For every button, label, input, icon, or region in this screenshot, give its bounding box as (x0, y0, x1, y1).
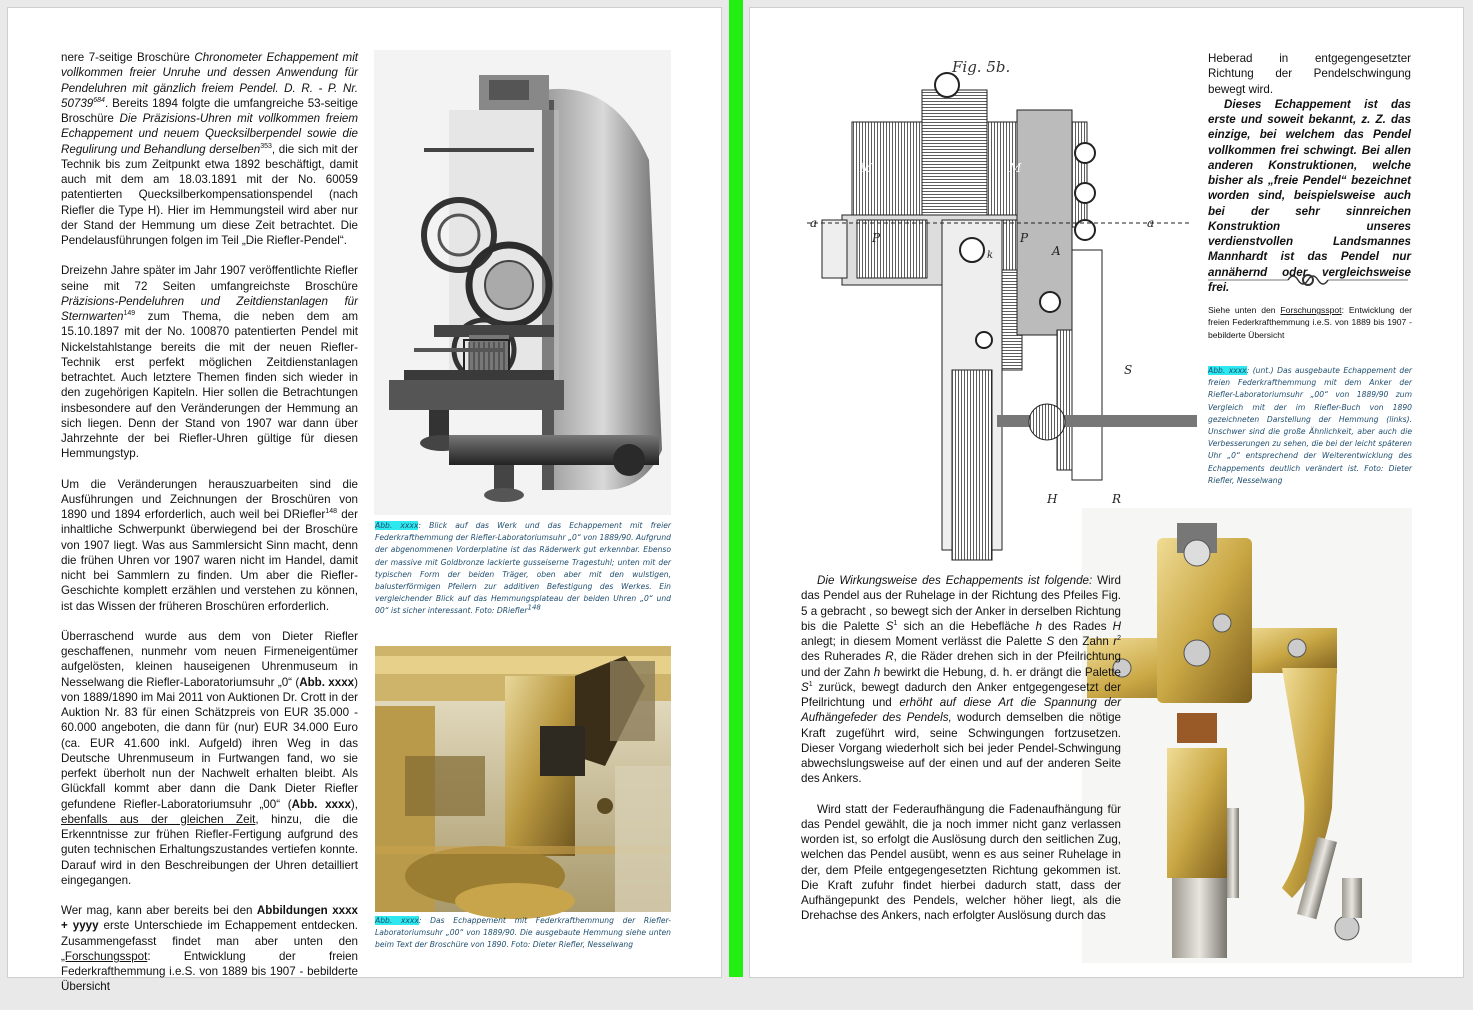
text-segment: . (104, 96, 109, 110)
text-segment: Dreizehn Jahre später im Jahr 1907 veröffentlichte Riefler seine mit 72 Seiten umfangreichste Broschüre (61, 264, 358, 293)
research-spot-link[interactable]: Forschungsspot (1280, 305, 1342, 315)
text-segment: zurück, bewegt dadurch den Anker entgegengesetzt der Pfeilrichtung und (801, 680, 1121, 709)
paragraph (61, 477, 358, 614)
text-segment: H (1112, 619, 1121, 633)
text-segment: Wird das Pendel aus der Ruhelage in der Richtung des Pfeiles Fig. 5 a gebracht , so bewegt sich der Anker in derselben Richtung bis die Palette (801, 574, 1121, 633)
caption-text: : (unt.) Das ausgebaute Echappement der freien Federkrafthemmung mit dem Anker der Riefler-Laboratoriumsuhr „00“ von 1889/90 zum Vergleich mit der im Riefler-Buch von 1890 gezeichneten Darstellung der Hemmung (links). Unschwer sind die große Ähnlichkeit, aber auch die Verbesserungen zu sehen, die bei der leicht späteren Uhr „0“ entsprechend der Weiterentwicklung des Echappements deutlich verändert ist. Foto: Dieter Riefler, Nesselwang (1208, 366, 1412, 485)
text-segment: h (873, 665, 881, 679)
paragraph (61, 50, 358, 248)
text-segment: 353 (260, 142, 272, 150)
text-segment: erhöht auf diese Art die Spannung der Aufhängefeder des Pendels, (801, 696, 1121, 725)
paragraph (61, 629, 358, 888)
figure-label-r: R (1112, 492, 1122, 506)
escapement-photo (375, 646, 671, 912)
text-segment: S (1046, 635, 1055, 648)
text-segment: 1 (808, 680, 813, 688)
figure-label-a2: a (1147, 216, 1155, 230)
right-side-column (1208, 51, 1411, 295)
side-note (1208, 304, 1412, 341)
text-segment: des Rades (1042, 619, 1113, 633)
text-segment: des Ruherades (801, 650, 886, 664)
text-segment: S (801, 680, 809, 694)
paragraph (61, 903, 358, 995)
side-note-suffix: : Entwicklung der freien Federkrafthemmung i.e.S. von 1889 bis 1907 - bebilderte Übersicht (1208, 305, 1412, 340)
text-segment: anlegt; in diesem Moment verlässt die Palette (801, 635, 1047, 648)
left-page (8, 8, 721, 994)
figure-label-h: H (1047, 492, 1058, 506)
ornament-divider (1208, 270, 1408, 290)
figure-label-s: S (1124, 363, 1133, 377)
text-segment: nere 7-seitige Broschüre (61, 51, 195, 64)
clock-movement-photo (374, 50, 671, 515)
text-segment: Abb. xxxx (291, 797, 351, 811)
left-text-column (61, 50, 358, 1010)
figure-label-p1: P (872, 231, 881, 245)
text-segment: ebenfalls aus der gleichen Zeit (61, 812, 256, 826)
caption-figure-label: Abb. xxxx (1208, 366, 1247, 375)
text-segment: , hinzu, die die Erkenntnisse zur frühen Riefler-Fertigung aufgrund des guten technischen Erhaltungszustandes vertiefen konnte. Darauf wird in den Beschreibungen der Uhren detailliert eingegangen. (61, 812, 358, 887)
text-segment: bewirkt die Hebung, d. h. er drängt die Palette (880, 665, 1121, 679)
text-segment: Um die Veränderungen herauszuarbeiten sind die Ausführungen und Zeichnungen der Broschüren von 1890 und 1894 erforderlich, auch weil bei DRiefler (61, 477, 358, 521)
caption-text: : Blick auf das Werk und das Echappement mit freier Federkrafthemmung der Riefler-Laboratoriumsuhr „0“ von 1889/90. Aufgrund der abgenommenen Vorderplatine ist das Räderwerk gut erkennbar. Ebenso der massive mit Goldbronze lackierte gusseiserne Tragestuhl; unten mit der typischen Form der beiden Träger, oben aber mit den wulstigen, balusterförmigen Pfeilern zur additiven Befestigung des Werkes. Ein vergleichender Blick auf das Hemmungsplateau der beiden Uhren „0“ und 00“ ist sicher interessant. Foto: DRiefler (375, 521, 671, 616)
text-segment: 1 (893, 619, 898, 627)
figure-title: Fig. 5b. (952, 58, 1011, 76)
paragraph (801, 573, 1121, 787)
figure-label-m2: M (1009, 161, 1022, 175)
text-segment: ), (350, 797, 358, 811)
text-segment: 684 (93, 96, 105, 104)
text-segment: „Forschungsspot (61, 949, 148, 963)
removed-escapement-photo (1082, 508, 1412, 963)
text-segment: S (885, 619, 894, 633)
text-segment: wodurch demselben die nötige Kraft zugeführt wird, seine Schwingungen fortzusetzen. Dieser Vorgang wiederholt sich bei jeder Pendel-Schwingung abwechslungsweise auf der einen und auf der anderen Seite des Ankers. (801, 711, 1121, 786)
caption-anchor-photo (1208, 365, 1412, 487)
side-note-prefix: Siehe unten den (1208, 305, 1281, 315)
caption-movement-photo (375, 520, 671, 618)
text-segment: R (885, 650, 894, 664)
text-segment: 149 (123, 310, 136, 318)
text-segment: Die Präzisions-Uhren mit vollkommen freiem Echappement und neuem Quecksilberpendel sowie die Regulirung und Behandlung derselben (61, 112, 359, 156)
text-segment: 2 (1117, 635, 1121, 643)
right-page (750, 8, 1463, 977)
side-paragraph: Heberad in entgegengesetzter Richtung der Pendelschwingung bewegt wird. (1208, 52, 1411, 96)
text-segment: Chronometer Echappement mit vollkommen freier Unruhe und dessen Anwendung für Pendeluhren mit gänzlich freiem Pendel. D. R. - P. Nr. 50739 (61, 51, 359, 110)
text-segment: h (1035, 619, 1043, 633)
text-segment: erste Unterschiede im Echappement entdecken. Zusammengefasst findet man aber unten den (61, 919, 358, 948)
text-segment: Abbildungen xxxx + yyyy (61, 904, 358, 933)
text-segment: Wer mag, kann aber bereits bei den (61, 904, 257, 917)
text-segment: Überraschend wurde aus dem von Dieter Riefler geschaffenen, nunmehr vom neuen Firmeneigentümer aufgelösten, kleinen hauseigenen Uhrenmuseum in Nesselwang die Riefler-Laboratoriumsuhr „0“ ( (61, 629, 358, 689)
text-segment: , die sich mit der Technik bis zum Zeitpunkt etwa 1892 beschäftigt, damit auch mit dem am 18.03.1891 mit der No. 60059 patentierten Quecksilberkompensationspendel (nach Riefler die Type H). Hier im Hemmungsteil wird aber nur der Stand der Hemmung um diese Zeit betrachtet. Die Pendelausführungen folgen im Teil „Die Riefler-Pendel“. (61, 142, 358, 247)
text-segment: Bereits 1894 folgte die umfangreiche 53-seitige Broschüre (61, 96, 358, 125)
page-divider (729, 0, 743, 977)
text-segment: zum Thema, die neben dem am 15.10.1897 mit der No. 100870 patentierten Pendel mit Nickelstahlstange bereits die mit der neuen Riefler-Technik erst perfekt möglichen Zeitdienstanlagen betrachtet. Auch letztere Themen finden sich wieder in den zugehörigen Kapiteln. Hier sollen die Betrachtungen insbesondere auf den Veränderungen der Hemmung an sich liegen. Denn der Stand von 1907 war dann über Jahrzehnte der bei Riefler-Uhren gültige für diesen Hemmungstyp. (61, 310, 358, 461)
paragraph (61, 263, 358, 461)
text-segment: Präzisions-Pendeluhren und Zeitdienstanlagen für Sternwarten (61, 294, 358, 323)
caption-text: : Das Echappement mit Federkrafthemmung der Riefler-Laboratoriumsuhr „00“ von 1889/90. Die ausgebaute Hemmung siehe unten beim Text der Broschüre von 1890. Foto: Dieter Riefler, Nesselwang (375, 916, 671, 950)
text-segment: sich an die Hebefläche (897, 619, 1036, 633)
text-segment: r (1113, 635, 1118, 648)
figure-label-a1: a (810, 216, 818, 230)
right-main-text-column (801, 573, 1121, 924)
caption-footnote: 148 (527, 603, 541, 612)
paragraph (801, 802, 1121, 924)
side-quote-paragraph: Dieses Echappement ist das erste und soweit bekannt, z. Z. das einzige, bei welchem das Pendel vollkommen frei schwingt. Bei allen anderen Konstruktionen, welche bisher als „freie Pendel“ bezeichnet worden sind, beispielsweise auch bei der sehr sinnreichen Konstruktion unseres verdienstvollen Landsmannes Mannhardt ist das Pendel nur annähernd oder vergleichsweise frei. (1208, 97, 1411, 294)
figure-label-p2: P (1020, 231, 1029, 245)
text-segment: Die Wirkungsweise des Echappements ist folgende: (817, 574, 1093, 587)
escapement-drawing-fig5b (802, 50, 1192, 562)
text-segment: , die Räder drehen sich in der Pfeilrichtung und der Zahn (801, 650, 1121, 679)
figure-label-a-cap: A (1052, 244, 1061, 258)
text-segment: den Zahn (1054, 635, 1114, 648)
caption-escapement-photo (375, 915, 671, 952)
caption-figure-label: Abb. xxxx (375, 521, 419, 530)
caption-figure-label: Abb. xxxx (375, 916, 419, 925)
text-segment: ) von 1889/1890 im Mai 2011 von Auktionen Dr. Crott in der Auktion Nr. 83 für einen Schätzpreis von EUR 35.000 - 60.000 angeboten, die dann für (nur) EUR 34.000 Euro (ca. EUR 41.600 inkl. Aufgeld) ihren Weg in das Deutsche Uhrenmuseum in Furtwangen fand, wo sie perfekt überholt nun der Nachwelt erhalten bleibt. Als Glückfall kommt aber dann die Dank Dieter Riefler gefundene Riefler-Laboratoriumsuhr „00“ ( (61, 675, 358, 811)
text-segment: der inhaltliche Schwerpunkt überwiegend bei der Broschüre von 1907 liegt. Was aus Sammlersicht Sinn macht, denn die frühen Uhren vor 1907 waren nicht im Handel, damit nicht bei Sammlern zu finden. Um aber die Riefler-Geschichte komplett erzählen und verstehen zu können, ist das Wissen der früheren Broschüren erforderlich. (61, 508, 358, 613)
text-segment: Wird statt der Federaufhängung die Fadenaufhängung für das Pendel gewählt, die ja noch immer nicht ganz verlassen worden ist, so erfolgt die Auslösung durch den seitlichen Zug, welchen das Pendel ausübt, wenn es aus seiner Ruhelage in der, dem Pfeile entgegengesetzten Richtung gekommen ist. Die Kraft zufuhr findet hierbei dadurch statt, dass der Aufhängepunkt des Pendels, welcher höher liegt, als die Drehachse des Ankers, nach erfolgter Auslösung durch das (801, 802, 1121, 923)
text-segment: 148 (325, 508, 337, 516)
text-segment: : Entwicklung der freien Federkrafthemmung i.e.S. von 1889 bis 1907 - bebilderte Übersicht (61, 949, 358, 994)
text-segment: Abb. xxxx (299, 675, 355, 689)
figure-label-k: k (987, 250, 994, 261)
figure-label-m1: M (860, 161, 873, 175)
